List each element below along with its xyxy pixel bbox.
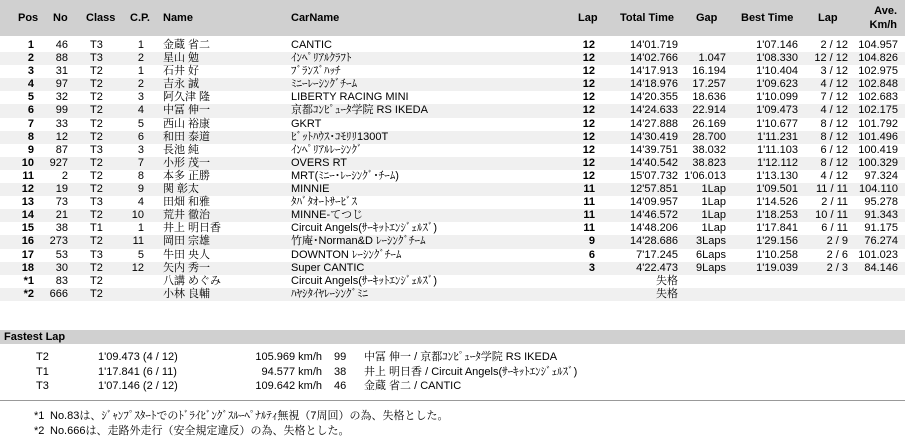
cell-best-lap: 2 / 6 — [826, 248, 848, 261]
cell-lap: 12 — [582, 65, 595, 78]
cell-best-lap: 2 / 11 — [821, 196, 848, 209]
cell-total-time: 14'02.766 — [630, 52, 678, 65]
cell-no: 12 — [55, 130, 68, 143]
cell-total-time: 失格 — [656, 274, 678, 287]
cell-total-time: 14'46.572 — [630, 209, 678, 222]
cell-class: T2 — [90, 169, 103, 182]
cell-cp: 12 — [131, 261, 144, 274]
result-row — [0, 222, 905, 235]
cell-pos: 14 — [21, 209, 34, 222]
cell-cp: 3 — [137, 91, 144, 104]
cell-lap: 12 — [582, 156, 595, 169]
cell-pos: 9 — [27, 143, 34, 156]
cell-best-lap: 2 / 12 — [820, 39, 848, 51]
result-row — [0, 235, 905, 248]
cell-gap: 1Lap — [701, 196, 726, 209]
cell-best-time: 1'09.501 — [756, 183, 798, 196]
cell-pos: *2 — [23, 287, 34, 300]
cell-best-time: 1'10.099 — [756, 91, 798, 104]
cell-name: 八講 めぐみ — [163, 274, 222, 287]
cell-pos: 18 — [21, 261, 34, 274]
cell-best-lap: 4 / 12 — [820, 169, 848, 182]
cell-cp: 5 — [137, 117, 144, 130]
cell-best-lap: 8 / 12 — [820, 156, 848, 169]
cell-name: 矢内 秀一 — [163, 261, 211, 274]
cell-cp: 8 — [137, 169, 144, 182]
cell-car: ﾀﾊﾞﾀｵｰﾄｻｰﾋﾞｽ — [291, 196, 357, 209]
cell-cp: 11 — [132, 235, 144, 248]
cell-class: T2 — [90, 65, 103, 78]
cell-ave: 102.683 — [858, 91, 898, 104]
cell-best-lap: 4 / 12 — [820, 78, 848, 91]
cell-lap: 12 — [582, 143, 595, 156]
cell-cp: 10 — [131, 209, 144, 222]
cell-best-lap: 6 / 12 — [820, 143, 848, 156]
cell-car: MINNIE — [291, 183, 330, 196]
cell-class: T2 — [90, 287, 103, 300]
cell-gap: 18.636 — [692, 91, 726, 104]
cell-class: T2 — [90, 209, 103, 222]
header-cp: C.P. — [130, 12, 150, 24]
cell-car: Circuit Angels(ｻｰｷｯﾄｴﾝｼﾞｪﾙｽﾞ) — [291, 222, 438, 235]
cell-cp: 7 — [137, 156, 144, 169]
cell-total-time: 14'18.976 — [630, 78, 678, 91]
result-row — [0, 157, 905, 170]
cell-lap: 9 — [588, 235, 595, 248]
fl-class: T1 — [36, 365, 49, 378]
results-table — [0, 39, 905, 301]
cell-cp: 4 — [137, 196, 144, 209]
cell-car: OVERS RT — [291, 156, 348, 169]
cell-lap: 6 — [588, 248, 595, 261]
result-row — [0, 144, 905, 157]
header-ave — [855, 0, 897, 36]
fl-driver: 中冨 伸一 / 京都ｺﾝﾋﾟｭｰﾀ学院 RS IKEDA — [364, 351, 558, 363]
cell-ave: 101.496 — [858, 130, 898, 143]
cell-class: T2 — [90, 78, 103, 91]
fl-speed: 94.577 km/h — [261, 365, 322, 378]
cell-no: 19 — [55, 183, 68, 196]
cell-best-lap: 2 / 3 — [826, 261, 848, 274]
cell-class: T2 — [90, 117, 103, 130]
cell-car: GKRT — [291, 117, 322, 130]
fl-speed: 105.969 km/h — [255, 351, 322, 363]
cell-no: 46 — [55, 39, 68, 51]
header-total-time: Total Time — [620, 12, 674, 24]
cell-cp: 2 — [137, 52, 144, 65]
cell-no: 53 — [55, 248, 68, 261]
result-row — [0, 249, 905, 262]
result-row — [0, 91, 905, 104]
cell-ave: 95.278 — [864, 196, 898, 209]
cell-ave: 101.023 — [858, 248, 898, 261]
cell-lap: 11 — [583, 222, 595, 235]
cell-gap: 38.823 — [692, 156, 726, 169]
cell-total-time: 12'57.851 — [630, 183, 678, 196]
cell-pos: 5 — [27, 91, 34, 104]
cell-ave: 101.792 — [858, 117, 898, 130]
cell-total-time: 15'07.732 — [630, 169, 678, 182]
fastest-lap-title-bar — [0, 330, 905, 344]
cell-best-time: 1'13.130 — [756, 169, 798, 182]
cell-name: 中冨 伸一 — [163, 104, 211, 117]
cell-car: CANTIC — [291, 39, 332, 51]
result-row — [0, 275, 905, 288]
cell-best-time: 1'19.039 — [756, 261, 798, 274]
cell-total-time: 14'20.355 — [630, 91, 678, 104]
cell-pos: 12 — [21, 183, 34, 196]
result-row — [0, 118, 905, 131]
cell-best-time: 1'18.253 — [756, 209, 798, 222]
cell-ave: 91.343 — [864, 209, 898, 222]
cell-no: 83 — [55, 274, 68, 287]
cell-best-time: 1'10.258 — [756, 248, 798, 261]
cell-name: 田畑 和雅 — [163, 196, 211, 209]
cell-gap: 1Lap — [701, 222, 726, 235]
cell-pos: 11 — [22, 169, 34, 182]
cell-name: 西山 裕康 — [163, 117, 211, 130]
cell-best-lap: 12 / 12 — [814, 52, 848, 65]
cell-pos: 4 — [27, 78, 34, 91]
fl-driver: 井上 明日香 / Circuit Angels(ｻｰｷｯﾄｴﾝｼﾞｪﾙｽﾞ) — [364, 365, 578, 378]
result-row — [0, 39, 905, 52]
cell-car: MINNE-てつじ — [291, 209, 364, 222]
cell-best-time: 1'09.473 — [756, 104, 798, 117]
cell-no: 32 — [55, 91, 68, 104]
result-row — [0, 170, 905, 183]
cell-lap: 12 — [582, 169, 595, 182]
cell-lap: 12 — [582, 52, 595, 65]
cell-ave: 76.274 — [864, 235, 898, 248]
fl-no: 38 — [334, 365, 347, 378]
cell-lap: 12 — [582, 39, 595, 51]
cell-total-time: 14'01.719 — [630, 39, 678, 51]
cell-pos: *1 — [23, 274, 34, 287]
cell-best-lap: 4 / 12 — [820, 104, 848, 117]
results-header — [0, 0, 905, 36]
header-best-time: Best Time — [741, 12, 794, 24]
cell-gap: 1Lap — [701, 183, 726, 196]
cell-name: 星山 勉 — [163, 52, 200, 65]
cell-lap: 12 — [582, 78, 595, 91]
header-lap: Lap — [578, 12, 598, 24]
cell-gap: 26.169 — [692, 117, 726, 130]
cell-total-time: 14'48.206 — [630, 222, 678, 235]
fl-time: 1'07.146 (2 / 12) — [98, 380, 178, 392]
cell-gap: 1'06.013 — [684, 169, 726, 182]
cell-class: T1 — [90, 222, 103, 235]
cell-ave: 104.110 — [859, 183, 898, 196]
cell-gap: 28.700 — [692, 130, 726, 143]
cell-ave: 91.175 — [864, 222, 898, 235]
result-row — [0, 209, 905, 222]
result-row — [0, 288, 905, 301]
cell-no: 97 — [55, 78, 68, 91]
cell-total-time: 14'17.913 — [630, 65, 678, 78]
cell-pos: 13 — [21, 196, 34, 209]
cell-total-time: 7'17.245 — [636, 248, 678, 261]
cell-cp: 1 — [137, 39, 144, 51]
cell-gap: 16.194 — [692, 65, 726, 78]
header-ave-label: Ave. — [874, 5, 897, 17]
result-row — [0, 131, 905, 144]
result-row — [0, 78, 905, 91]
cell-pos: 1 — [27, 39, 34, 51]
cell-cp: 9 — [137, 183, 144, 196]
cell-total-time: 14'28.686 — [630, 235, 678, 248]
cell-best-lap: 10 / 11 — [815, 209, 848, 222]
cell-name: 和田 泰道 — [163, 130, 211, 143]
result-row — [0, 196, 905, 209]
cell-class: T2 — [90, 156, 103, 169]
cell-class: T2 — [90, 274, 103, 287]
cell-car: ｲﾝﾍﾟﾘｱﾙﾚｰｼﾝｸﾞ — [291, 143, 363, 156]
cell-no: 88 — [55, 52, 68, 65]
cell-no: 31 — [55, 65, 68, 78]
header-ave-unit: Km/h — [869, 19, 897, 31]
cell-best-lap: 7 / 12 — [820, 91, 848, 104]
fl-driver: 金蔵 省二 / CANTIC — [364, 380, 462, 392]
cell-gap: 38.032 — [692, 143, 726, 156]
cell-ave: 84.146 — [864, 261, 898, 274]
result-row — [0, 104, 905, 117]
cell-name: 石井 好 — [163, 65, 200, 78]
note-mark: *2 — [34, 425, 45, 437]
cell-ave: 102.975 — [858, 65, 898, 78]
cell-no: 666 — [49, 287, 68, 300]
cell-car: ｲﾝﾍﾟﾘｱﾙｸﾗﾌﾄ — [291, 52, 352, 65]
fastest-lap-table — [0, 350, 905, 394]
cell-total-time: 14'40.542 — [630, 156, 678, 169]
cell-class: T2 — [90, 235, 103, 248]
cell-pos: 17 — [21, 248, 34, 261]
cell-ave: 100.419 — [858, 143, 898, 156]
cell-car: MRT(ﾐﾆｰ･ﾚｰｼﾝｸﾞ･ﾁｰﾑ) — [291, 169, 399, 182]
cell-cp: 1 — [137, 65, 144, 78]
cell-name: 長池 純 — [163, 143, 200, 156]
cell-no: 927 — [49, 156, 68, 169]
cell-best-lap: 2 / 9 — [826, 235, 848, 248]
cell-ave: 104.826 — [858, 52, 898, 65]
cell-ave: 102.175 — [858, 104, 898, 117]
cell-class: T3 — [90, 196, 103, 209]
fl-speed: 109.642 km/h — [255, 380, 322, 392]
note-row — [0, 410, 905, 425]
cell-name: 阿久津 隆 — [163, 91, 211, 104]
cell-name: 小形 茂一 — [163, 156, 211, 169]
cell-best-lap: 8 / 12 — [820, 117, 848, 130]
cell-name: 吉永 誠 — [163, 78, 200, 91]
fl-time: 1'09.473 (4 / 12) — [98, 351, 178, 363]
note-row — [0, 425, 905, 440]
cell-car: ﾋﾞｯﾄﾊｳｽ･ｺﾓﾘﾘ1300T — [291, 130, 389, 143]
cell-lap: 3 — [588, 261, 595, 274]
result-row — [0, 52, 905, 65]
note-text: No.666は、走路外走行（安全規定違反）の為、失格とした。 — [50, 425, 350, 437]
cell-pos: 8 — [27, 130, 34, 143]
result-row — [0, 65, 905, 78]
fl-class: T3 — [36, 380, 49, 392]
cell-car: LIBERTY RACING MINI — [291, 91, 409, 104]
cell-no: 33 — [55, 117, 68, 130]
cell-name: 井上 明日香 — [163, 222, 222, 235]
header-pos: Pos — [18, 12, 39, 24]
cell-gap: 3Laps — [696, 235, 726, 248]
header-best-lap: Lap — [818, 12, 838, 24]
cell-cp: 5 — [137, 248, 144, 261]
cell-lap: 12 — [582, 117, 595, 130]
cell-class: T2 — [90, 130, 103, 143]
cell-cp: 6 — [137, 130, 144, 143]
header-no: No — [53, 12, 68, 24]
cell-car: ﾊﾔｼﾀｲﾔﾚｰｼﾝｸﾞﾐﾆ — [291, 287, 368, 300]
cell-pos: 10 — [21, 156, 34, 169]
cell-class: T3 — [90, 248, 103, 261]
cell-pos: 2 — [27, 52, 34, 65]
divider — [0, 400, 905, 401]
cell-best-lap: 8 / 12 — [820, 130, 848, 143]
cell-cp: 4 — [137, 104, 144, 117]
cell-class: T3 — [90, 143, 103, 156]
fl-no: 46 — [334, 380, 347, 392]
cell-car: ﾐﾆｰﾚｰｼﾝｸﾞﾁｰﾑ — [291, 78, 357, 91]
cell-no: 38 — [55, 222, 68, 235]
cell-best-lap: 11 / 11 — [815, 183, 848, 196]
cell-best-time: 1'10.677 — [756, 117, 798, 130]
cell-lap: 12 — [582, 91, 595, 104]
fl-class: T2 — [36, 351, 49, 363]
cell-ave: 104.957 — [858, 39, 898, 51]
notes — [0, 410, 905, 440]
cell-total-time: 失格 — [656, 287, 678, 300]
cell-car: 京都ｺﾝﾋﾟｭｰﾀ学院 RS IKEDA — [291, 104, 428, 117]
cell-best-time: 1'12.112 — [756, 156, 798, 169]
fastest-lap-title: Fastest Lap — [4, 331, 66, 343]
cell-gap: 22.914 — [692, 104, 726, 117]
cell-cp: 1 — [137, 222, 144, 235]
cell-total-time: 14'39.751 — [630, 143, 678, 156]
cell-pos: 15 — [21, 222, 34, 235]
cell-cp: 3 — [137, 143, 144, 156]
cell-lap: 12 — [582, 130, 595, 143]
cell-best-time: 1'17.841 — [756, 222, 798, 235]
cell-ave: 100.329 — [858, 156, 898, 169]
cell-no: 21 — [55, 209, 68, 222]
cell-total-time: 4'22.473 — [636, 261, 678, 274]
cell-pos: 16 — [21, 235, 34, 248]
cell-best-time: 1'11.103 — [756, 143, 798, 156]
cell-total-time: 14'30.419 — [630, 130, 678, 143]
cell-best-time: 1'10.404 — [756, 65, 798, 78]
cell-car: Super CANTIC — [291, 261, 365, 274]
cell-car: DOWNTON ﾚｰｼﾝｸﾞﾁｰﾑ — [291, 248, 402, 261]
cell-no: 273 — [49, 235, 68, 248]
fastest-lap-row — [0, 365, 905, 380]
cell-best-lap: 6 / 11 — [821, 222, 848, 235]
cell-class: T3 — [90, 52, 103, 65]
cell-class: T2 — [90, 91, 103, 104]
cell-name: 関 彰太 — [163, 183, 200, 196]
cell-no: 87 — [55, 143, 68, 156]
cell-gap: 17.257 — [692, 78, 726, 91]
cell-best-lap: 3 / 12 — [820, 65, 848, 78]
cell-name: 荒井 徹治 — [163, 209, 211, 222]
cell-no: 2 — [61, 169, 68, 182]
cell-pos: 3 — [27, 65, 34, 78]
header-carname: CarName — [291, 12, 340, 24]
cell-lap: 11 — [583, 183, 595, 196]
cell-gap: 9Laps — [696, 261, 726, 274]
cell-pos: 7 — [27, 117, 34, 130]
result-row — [0, 183, 905, 196]
cell-ave: 97.324 — [864, 169, 898, 182]
cell-gap: 6Laps — [696, 248, 726, 261]
cell-best-time: 1'14.526 — [756, 196, 798, 209]
note-mark: *1 — [34, 410, 45, 422]
cell-pos: 6 — [27, 104, 34, 117]
cell-no: 30 — [55, 261, 68, 274]
fl-time: 1'17.841 (6 / 11) — [98, 365, 177, 378]
cell-no: 73 — [55, 196, 68, 209]
header-gap: Gap — [696, 12, 718, 24]
fastest-lap-row — [0, 379, 905, 394]
cell-total-time: 14'09.957 — [630, 196, 678, 209]
cell-best-time: 1'11.231 — [756, 130, 798, 143]
cell-name: 本多 正勝 — [163, 169, 211, 182]
cell-lap: 12 — [582, 104, 595, 117]
cell-total-time: 14'24.633 — [630, 104, 678, 117]
cell-car: Circuit Angels(ｻｰｷｯﾄｴﾝｼﾞｪﾙｽﾞ) — [291, 274, 438, 287]
cell-total-time: 14'27.888 — [630, 117, 678, 130]
cell-name: 岡田 宗雄 — [163, 235, 211, 248]
note-text: No.83は、ｼﾞｬﾝﾌﾟｽﾀｰﾄでのﾄﾞﾗｲﾋﾞﾝｸﾞｽﾙｰﾍﾟﾅﾙﾃｨ無視（7周回）の為、失格とした。 — [50, 410, 449, 422]
cell-class: T2 — [90, 104, 103, 117]
cell-name: 牛田 央人 — [163, 248, 211, 261]
cell-ave: 102.848 — [858, 78, 898, 91]
cell-name: 小林 良輔 — [163, 287, 211, 300]
cell-class: T3 — [90, 39, 103, 51]
header-class: Class — [86, 12, 116, 24]
cell-lap: 11 — [583, 209, 595, 222]
cell-class: T2 — [90, 183, 103, 196]
cell-best-time: 1'29.156 — [756, 235, 798, 248]
cell-cp: 2 — [137, 78, 144, 91]
cell-name: 金蔵 省二 — [163, 39, 211, 51]
fl-no: 99 — [334, 351, 347, 363]
cell-best-time: 1'09.623 — [756, 78, 798, 91]
cell-lap: 11 — [583, 196, 595, 209]
header-name: Name — [163, 12, 193, 24]
cell-best-time: 1'07.146 — [756, 39, 798, 51]
result-row — [0, 262, 905, 275]
cell-no: 99 — [55, 104, 68, 117]
cell-car: 竹庵･Norman&D ﾚｰｼﾝｸﾞﾁｰﾑ — [291, 235, 426, 248]
cell-car: ﾌﾞﾗﾝｽﾞﾊｯﾁ — [291, 65, 341, 78]
fastest-lap-row — [0, 350, 905, 365]
cell-class: T2 — [90, 261, 103, 274]
cell-gap: 1.047 — [698, 52, 726, 65]
cell-best-time: 1'08.330 — [756, 52, 798, 65]
cell-gap: 1Lap — [701, 209, 726, 222]
